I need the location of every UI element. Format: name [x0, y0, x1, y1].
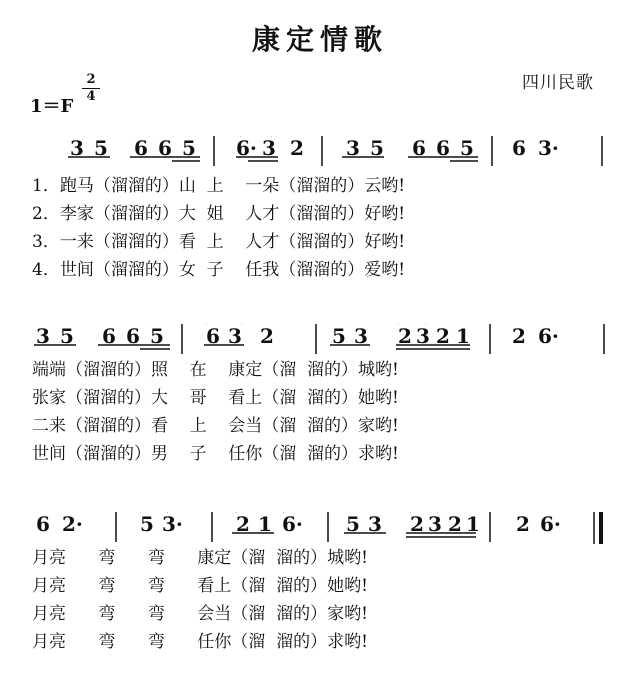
lyric-line: 月亮 弯 弯 会当（溜 溜的）家哟! [32, 604, 368, 624]
note: 5 [94, 136, 108, 160]
note: 6 [206, 324, 220, 348]
note: 5 [140, 512, 154, 536]
note: 1 [456, 324, 470, 348]
note: 3 [36, 324, 50, 348]
note: 6 [126, 324, 140, 348]
note: 6· [538, 324, 559, 348]
note: 6 [512, 136, 526, 160]
note: 5 [460, 136, 474, 160]
lyric-line: 4．世间（溜溜的）女 子 任我（溜溜的）爱哟! [32, 260, 406, 280]
lyric-line: 张家（溜溜的）大 哥 看上（溜 溜的）她哟! [32, 388, 399, 408]
note: 6 [102, 324, 116, 348]
note: 2 [436, 324, 450, 348]
note: 6 [412, 136, 426, 160]
note: 5 [150, 324, 164, 348]
note: 2 [260, 324, 274, 348]
note: 3 [346, 136, 360, 160]
time-denominator: 4 [86, 89, 96, 104]
lyric-line: 世间（溜溜的）男 子 任你（溜 溜的）求哟! [32, 444, 399, 464]
note: 6 [436, 136, 450, 160]
note: 5 [182, 136, 196, 160]
note: 2 [512, 324, 526, 348]
note: 6 [36, 512, 50, 536]
note: 3 [416, 324, 430, 348]
lyric-line: 二来（溜溜的）看 上 会当（溜 溜的）家哟! [32, 416, 399, 436]
note: 6· [282, 512, 303, 536]
lyric-line: 2．李家（溜溜的）大 姐 人才（溜溜的）好哟! [32, 204, 406, 224]
lyric-line: 月亮 弯 弯 康定（溜 溜的）城哟! [32, 548, 368, 568]
note: 2 [448, 512, 462, 536]
note: 3 [262, 136, 276, 160]
note: 3· [162, 512, 183, 536]
note: 1 [258, 512, 272, 536]
note: 3 [368, 512, 382, 536]
note: 6 [158, 136, 172, 160]
note: 6 [134, 136, 148, 160]
lyric-line: 1．跑马（溜溜的）山 上 一朵（溜溜的）云哟! [32, 176, 406, 196]
lyric-line: 3．一来（溜溜的）看 上 人才（溜溜的）好哟! [32, 232, 406, 252]
time-numerator: 2 [82, 72, 100, 89]
note: 1 [466, 512, 480, 536]
song-source: 四川民歌 [522, 73, 594, 93]
note: 3 [354, 324, 368, 348]
note: 2 [410, 512, 424, 536]
lyric-line: 月亮 弯 弯 任你（溜 溜的）求哟! [32, 632, 368, 652]
note: 2 [516, 512, 530, 536]
key-signature: 1＝F [30, 96, 74, 117]
note: 6· [540, 512, 561, 536]
note: 2 [398, 324, 412, 348]
note: 3 [70, 136, 84, 160]
note: 6· [236, 136, 257, 160]
note: 5 [60, 324, 74, 348]
note: 3 [228, 324, 242, 348]
note: 2 [290, 136, 304, 160]
note: 5 [332, 324, 346, 348]
note: 3· [538, 136, 559, 160]
note: 5 [346, 512, 360, 536]
lyric-line: 端端（溜溜的）照 在 康定（溜 溜的）城哟! [32, 360, 399, 380]
song-title: 康定情歌 [251, 23, 388, 56]
time-signature [82, 72, 100, 105]
note: 2 [236, 512, 250, 536]
note: 2· [62, 512, 83, 536]
note: 3 [428, 512, 442, 536]
note: 5 [370, 136, 384, 160]
lyric-line: 月亮 弯 弯 看上（溜 溜的）她哟! [32, 576, 368, 596]
